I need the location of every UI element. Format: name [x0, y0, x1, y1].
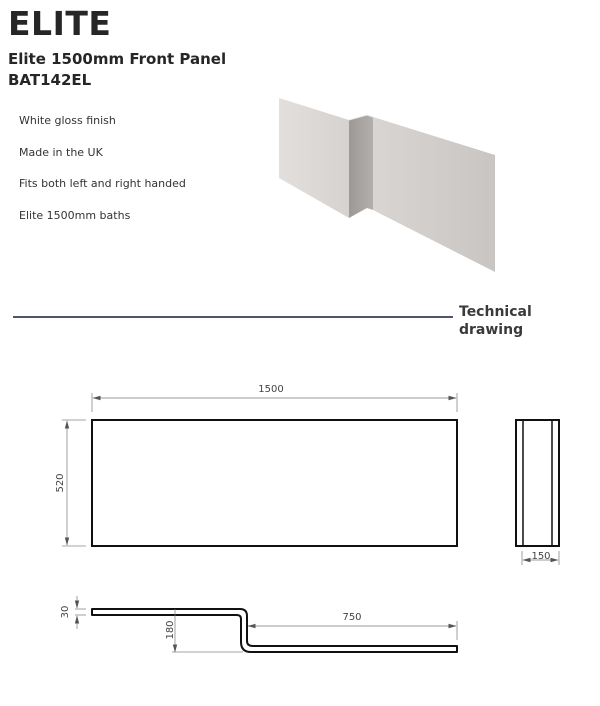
feature-list: [19, 113, 186, 239]
bath-panel-illustration: [270, 90, 510, 280]
product-image: [270, 90, 510, 280]
feature-item: Fits both left and right handed: [19, 177, 186, 190]
product-name: Elite 1500mm Front Panel: [8, 50, 227, 68]
technical-drawing: [0, 370, 600, 680]
width-dimension-label: 1500: [258, 384, 284, 395]
feature-item: Made in the UK: [19, 145, 103, 159]
feature-item: White gloss finish: [19, 114, 116, 127]
thickness-dimension-label: 30: [60, 605, 71, 619]
product-code: BAT142EL: [8, 71, 92, 89]
plan-view: [60, 596, 457, 652]
height-dimension-label: 520: [55, 473, 66, 493]
feature-item: Elite 1500mm baths: [19, 208, 131, 222]
section-divider: [13, 316, 453, 318]
brand-title: ELITE: [8, 4, 112, 43]
step-dimension-label: 180: [165, 620, 176, 640]
section-title: Technical drawing: [459, 304, 532, 338]
length-dimension-label: 750: [342, 612, 362, 623]
front-view: [55, 384, 457, 546]
side-view: [516, 420, 559, 565]
depth-dimension-label: 150: [531, 551, 551, 562]
